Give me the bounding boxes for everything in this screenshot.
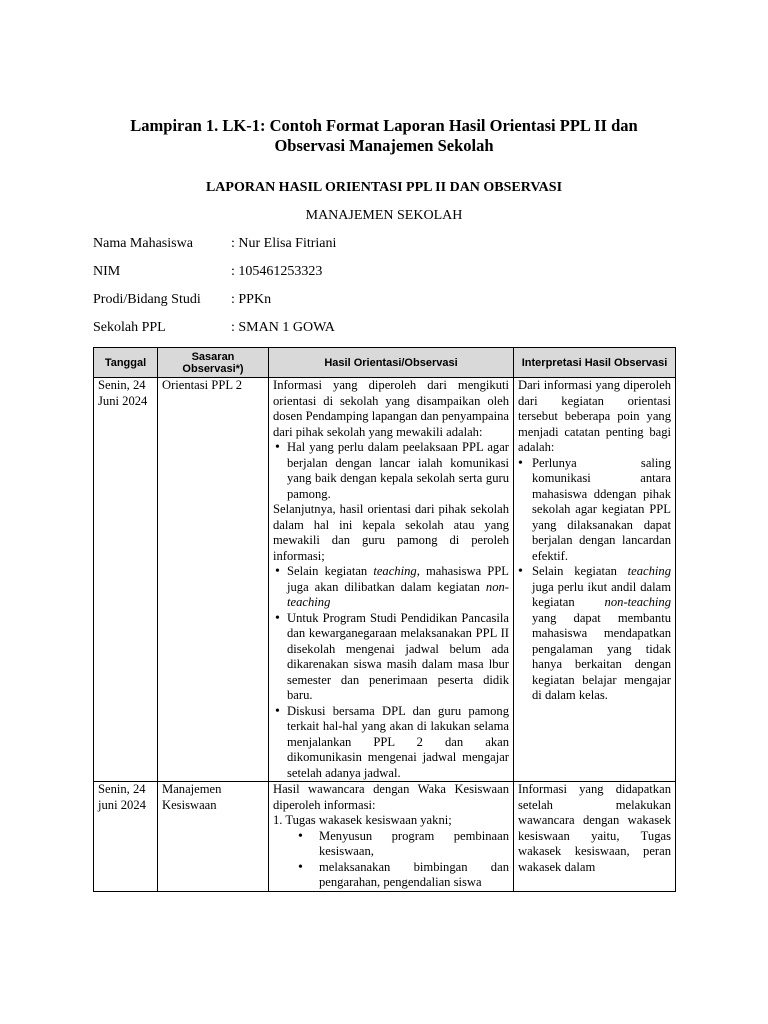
result-paragraph: Selanjutnya, hasil orientasi dari pihak sekolah dalam hal ini kepala sekolah atau yang mewakili dan guru pamong di peroleh informasi; [273, 502, 509, 563]
field-label: Prodi/Bidang Studi [93, 292, 201, 307]
result-sub-bullet: • Menyusun program pembinaan kesiswaan, [273, 829, 509, 860]
cell-target: Orientasi PPL 2 [158, 378, 269, 782]
result-bullet: • Untuk Program Studi Pendidikan Pancasila dan kewarganegaraan melaksanakan PPL II disekolah mengenai jadwal belum ada dikarenakan siswa masih dalam masa lbur semester dan penerimaan peserta didik baru. [273, 611, 509, 704]
cell-target: Manajemen Kesiswaan [158, 782, 269, 892]
interp-bullet: • Perlunya saling komunikasi antara mahasiswa ddengan pihak sekolah agar kegiatan PPL yang dilaksanakan dapat berjalan dengan lancardan efektif. [518, 456, 671, 565]
header-date: Tanggal [94, 348, 158, 378]
result-bullet: • Selain kegiatan teaching, mahasiswa PPL juga akan dilibatkan dalam kegiatan non-teaching [273, 564, 509, 611]
interp-text: Informasi yang didapatkan setelah melakukan wawancara dengan wakasek kesiswaan yaitu, Tugas wakasek kesiswaan, peran wakasek dalam [518, 782, 671, 874]
result-sub-bullet: • melaksanakan bimbingan dan pengarahan, pengendalian siswa [273, 860, 509, 891]
report-subtitle: MANAJEMEN SEKOLAH [305, 208, 463, 223]
result-bullet: • Diskusi bersama DPL dan guru pamong terkait hal-hal yang akan di lakukan selama menjalankan PPL 2 dan akan dikomunikasin mengenai jadwal mengajar setelah adanya jadwal. [273, 704, 509, 782]
result-item: 1. Tugas wakasek kesiswaan yakni; [273, 813, 452, 827]
header-result: Hasil Orientasi/Observasi [269, 348, 514, 378]
field-label: Sekolah PPL [93, 320, 166, 335]
cell-interpretation [514, 782, 676, 892]
cell-date: Senin, 24 Juni 2024 [94, 378, 158, 782]
observation-table [93, 347, 676, 892]
result-intro: Informasi yang diperoleh dari mengikuti orientasi di sekolah yang disampaikan oleh dosen Pendamping lapangan dan penyampaina dari pihak sekolah yang mewakili adalah: [273, 378, 509, 439]
interp-bullet: • Selain kegiatan teaching juga perlu ikut andil dalam kegiatan non-teaching yang dapat membantu mahasiswa mendapatkan pengalaman yang tidak hanya berkaitan dengan kegiatan belajar mengajar di dalam kelas. [518, 564, 671, 704]
header-target: Sasaran Observasi*) [158, 348, 269, 378]
cell-interpretation [514, 378, 676, 782]
title-line-1: Lampiran 1. LK-1: Contoh Format Laporan Hasil Orientasi PPL II dan [130, 116, 638, 135]
document-title [93, 116, 675, 156]
cell-date: Senin, 24 juni 2024 [94, 782, 158, 892]
cell-result [269, 378, 514, 782]
result-bullet: • Hal yang perlu dalam peelaksaan PPL agar berjalan dengan lancar ialah komunikasi yang baik dengan kepala sekolah serta guru pamong. [273, 440, 509, 502]
title-line-2: Observasi Manajemen Sekolah [274, 136, 494, 155]
field-label: Nama Mahasiswa [93, 236, 193, 251]
table-header-row [94, 348, 676, 378]
interp-intro: Dari informasi yang diperoleh dari kegiatan orientasi tersebut beberapa poin yang menjadi catatan penting bagi adalah: [518, 378, 671, 454]
header-interpretation: Interpretasi Hasil Observasi [514, 348, 676, 378]
result-intro: Hasil wawancara dengan Waka Kesiswaan diperoleh informasi: [273, 782, 509, 812]
field-value: : 105461253323 [231, 264, 323, 279]
report-title: LAPORAN HASIL ORIENTASI PPL II DAN OBSERVASI [205, 180, 563, 195]
field-value: : PPKn [231, 292, 272, 307]
field-label: NIM [93, 264, 121, 279]
cell-result [269, 782, 514, 892]
field-value: : SMAN 1 GOWA [231, 320, 335, 335]
table-row [94, 378, 676, 782]
table-row [94, 782, 676, 892]
field-value: : Nur Elisa Fitriani [231, 236, 337, 251]
